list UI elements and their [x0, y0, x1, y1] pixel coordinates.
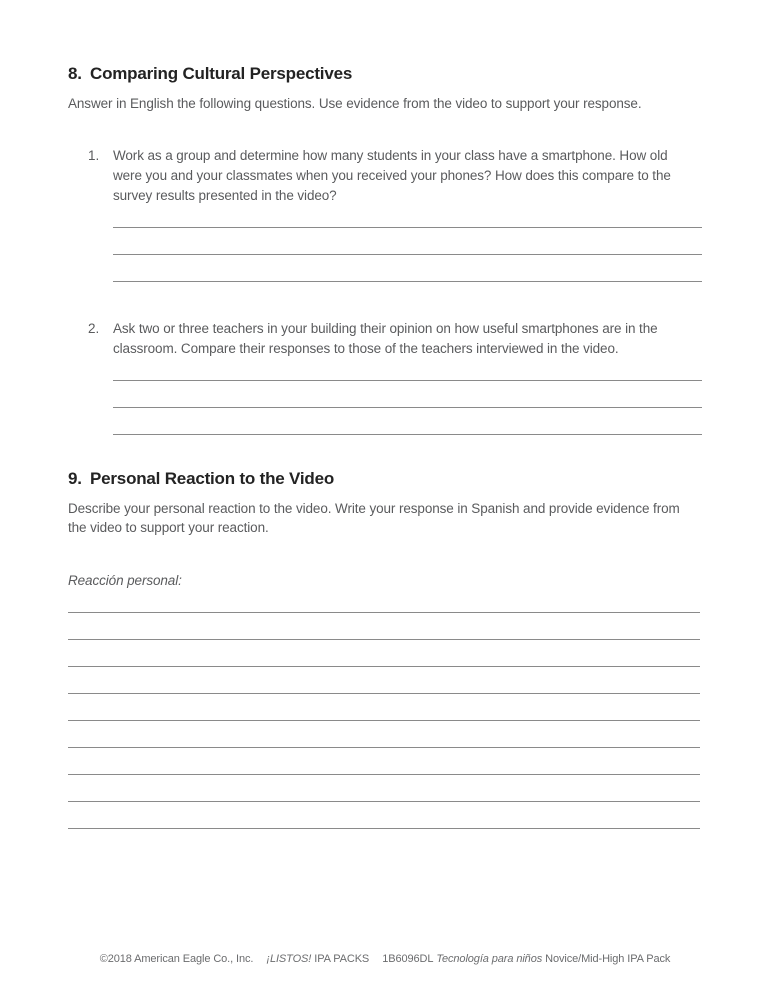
question-item-2 [88, 319, 702, 359]
question-2-answer-lines [113, 354, 702, 435]
section-9 [68, 469, 702, 829]
answer-line [68, 613, 700, 640]
answer-line [68, 586, 700, 613]
page-footer [0, 952, 773, 966]
section-9-number: 9. [68, 469, 82, 488]
question-1-number: 1. [88, 148, 100, 163]
section-9-instructions: Describe your personal reaction to the video. Write your response in Spanish and provide evidence from the video to support your reaction. [68, 501, 680, 535]
section-8-heading [68, 64, 702, 84]
answer-line [68, 667, 700, 694]
footer-series-suffix: IPA PACKS [314, 953, 370, 965]
section-8 [68, 64, 702, 435]
footer-series-title: ¡LISTOS! [266, 953, 312, 965]
footer-product-suffix: Novice/Mid-High IPA Pack [545, 953, 671, 965]
footer-product-code: 1B6096DL [382, 953, 434, 965]
question-item-1 [88, 146, 702, 206]
answer-line [68, 694, 700, 721]
footer-copyright: ©2018 American Eagle Co., Inc. [99, 953, 254, 965]
answer-line [68, 802, 700, 829]
answer-line [113, 228, 702, 255]
answer-line [68, 640, 700, 667]
question-2-number: 2. [88, 321, 100, 336]
reaction-prompt-label: Reacción personal: [68, 573, 182, 588]
section-9-title: Personal Reaction to the Video [90, 469, 335, 488]
answer-line [113, 408, 702, 435]
section-8-instructions: Answer in English the following questions. Use evidence from the video to support your response. [68, 96, 642, 111]
answer-line [113, 255, 702, 282]
answer-line [68, 721, 700, 748]
answer-line [68, 748, 700, 775]
section-8-title: Comparing Cultural Perspectives [90, 64, 353, 83]
answer-line [68, 775, 700, 802]
answer-line [113, 381, 702, 408]
question-2-text: Ask two or three teachers in your building their opinion on how useful smartphones are in the classroom. Compare their responses to those of the teachers interviewed in the video. [113, 321, 658, 356]
question-1-text: Work as a group and determine how many students in your class have a smartphone. How old were you and your classmates when you received your phones? How does this compare to the survey results presented in the video? [113, 148, 671, 203]
section-8-number: 8. [68, 64, 82, 83]
page-content [0, 64, 773, 829]
question-1-answer-lines [113, 201, 702, 282]
reaction-answer-lines [68, 586, 700, 829]
footer-product-title: Tecnología para niños [436, 953, 543, 965]
section-9-heading [68, 469, 702, 489]
